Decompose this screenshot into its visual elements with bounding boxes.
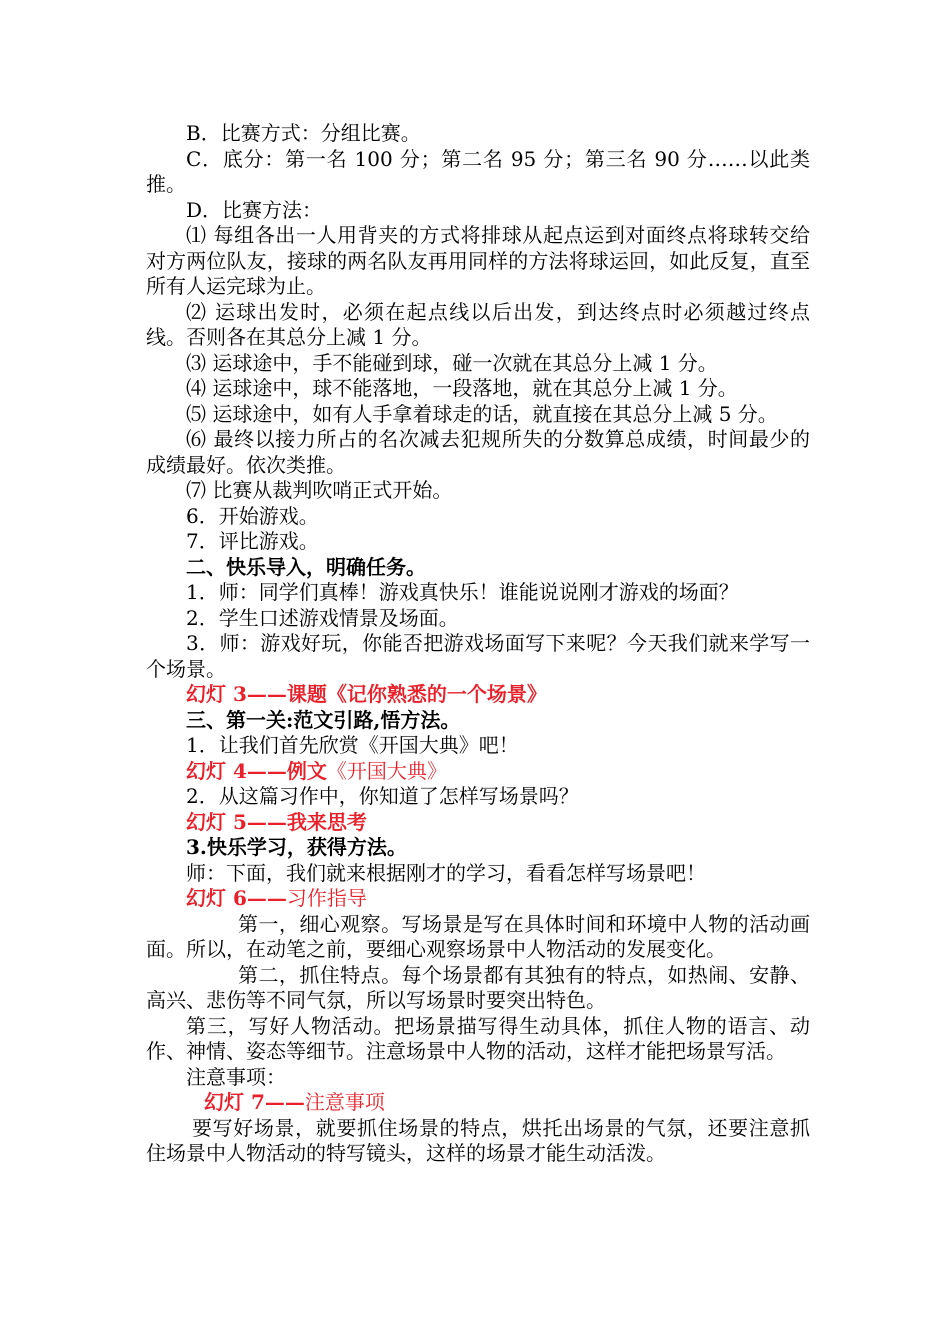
guide-3: 第三，写好人物活动。把场景描写得生动具体，抓住人物的语言、动作、神情、姿态等细节。注意场景中人物的活动，这样才能把场景写活。 bbox=[146, 1013, 810, 1063]
teach-1: 1．师：同学们真棒！游戏真快乐！谁能说说刚才游戏的场面？ bbox=[186, 580, 739, 604]
rule-1: ⑴ 每组各出一人用背夹的方式将排球从起点运到对面终点将球转交给对方两位队友，接球的两名队友再用同样的方法将球运回，如此反复，直至所有人运完球为止。 bbox=[146, 223, 810, 298]
document-page bbox=[146, 121, 810, 1167]
line-c: C．底分：第一名 100 分；第二名 95 分；第三名 90 分……以此类推。 bbox=[146, 146, 810, 196]
teacher-line: 师：下面，我们就来根据刚才的学习，看看怎样写场景吧！ bbox=[186, 860, 706, 885]
note-heading: 注意事项： bbox=[186, 1064, 286, 1089]
slide-3-label bbox=[146, 682, 810, 708]
slide-5-label: 幻灯 5——我来思考 bbox=[186, 809, 367, 834]
teach-3: 3．师：游戏好玩，你能否把游戏场面写下来呢？今天我们就来学写一个场景。 bbox=[146, 631, 810, 681]
slide-7-title: 注意事项 bbox=[304, 1090, 385, 1114]
step-7: 7．评比游戏。 bbox=[186, 529, 319, 553]
slide-7-number: 幻灯 7—— bbox=[204, 1090, 305, 1114]
rule-6: ⑹ 最终以接力所占的名次减去犯规所失的分数算总成绩，时间最少的成绩最好。依次类推。 bbox=[146, 427, 810, 477]
rule-7: ⑺ 比赛从裁判吹哨正式开始。 bbox=[186, 478, 453, 502]
question-line: 2．从这篇习作中，你知道了怎样写场景吗？ bbox=[186, 784, 579, 808]
guide-2: 第二，抓住特点。每个场景都有其独有的特点，如热闹、安静、高兴、悲伤等不同气氛，所以写场景时要突出特色。 bbox=[146, 962, 810, 1012]
section-heading-4: 3.快乐学习，获得方法。 bbox=[186, 835, 407, 859]
slide-4-number: 幻灯 4——例文 bbox=[186, 758, 327, 783]
slide-3-title: 《记你熟悉的一个场景》 bbox=[326, 682, 547, 706]
slide-7-label bbox=[146, 1090, 810, 1116]
guide-1: 第一，细心观察。写场景是写在具体时间和环境中人物的活动画面。所以，在动笔之前，要细心观察场景中人物活动的发展变化。 bbox=[146, 911, 810, 961]
slide-3-number: 幻灯 3——课题 bbox=[186, 682, 327, 706]
step-6: 6．开始游戏。 bbox=[186, 503, 319, 528]
slide-4-label bbox=[146, 759, 810, 785]
section-heading-3: 三、第一关:范文引路,悟方法。 bbox=[186, 707, 461, 732]
slide-6-label bbox=[146, 886, 810, 912]
rule-5: ⑸ 运球途中，如有人手拿着球走的话，就直接在其总分上减 5 分。 bbox=[186, 401, 778, 426]
slide-6-title: 习作指导 bbox=[286, 886, 367, 910]
rule-2: ⑵ 运球出发时，必须在起点线以后出发，到达终点时必须越过终点线。否则各在其总分上减 1 分。 bbox=[146, 299, 810, 349]
rule-4: ⑷ 运球途中，球不能落地，一段落地，就在其总分上减 1 分。 bbox=[186, 376, 738, 400]
line-d: D．比赛方法： bbox=[186, 197, 323, 222]
line-b: B．比赛方式：分组比赛。 bbox=[186, 121, 421, 145]
appreciate-line: 1．让我们首先欣赏《开国大典》吧！ bbox=[186, 733, 519, 757]
teach-2: 2．学生口述游戏情景及场面。 bbox=[186, 605, 459, 630]
slide-6-number: 幻灯 6—— bbox=[186, 886, 287, 910]
rule-3: ⑶ 运球途中，手不能碰到球，碰一次就在其总分上减 1 分。 bbox=[186, 350, 718, 375]
section-heading-2: 二、快乐导入，明确任务。 bbox=[186, 554, 426, 579]
slide-4-title: 《开国大典》 bbox=[326, 758, 447, 783]
final-paragraph: 要写好场景，就要抓住场景的特点，烘托出场景的气氛，还要注意抓住场景中人物活动的特写镜头，这样的场景才能生动活泼。 bbox=[146, 1115, 810, 1165]
